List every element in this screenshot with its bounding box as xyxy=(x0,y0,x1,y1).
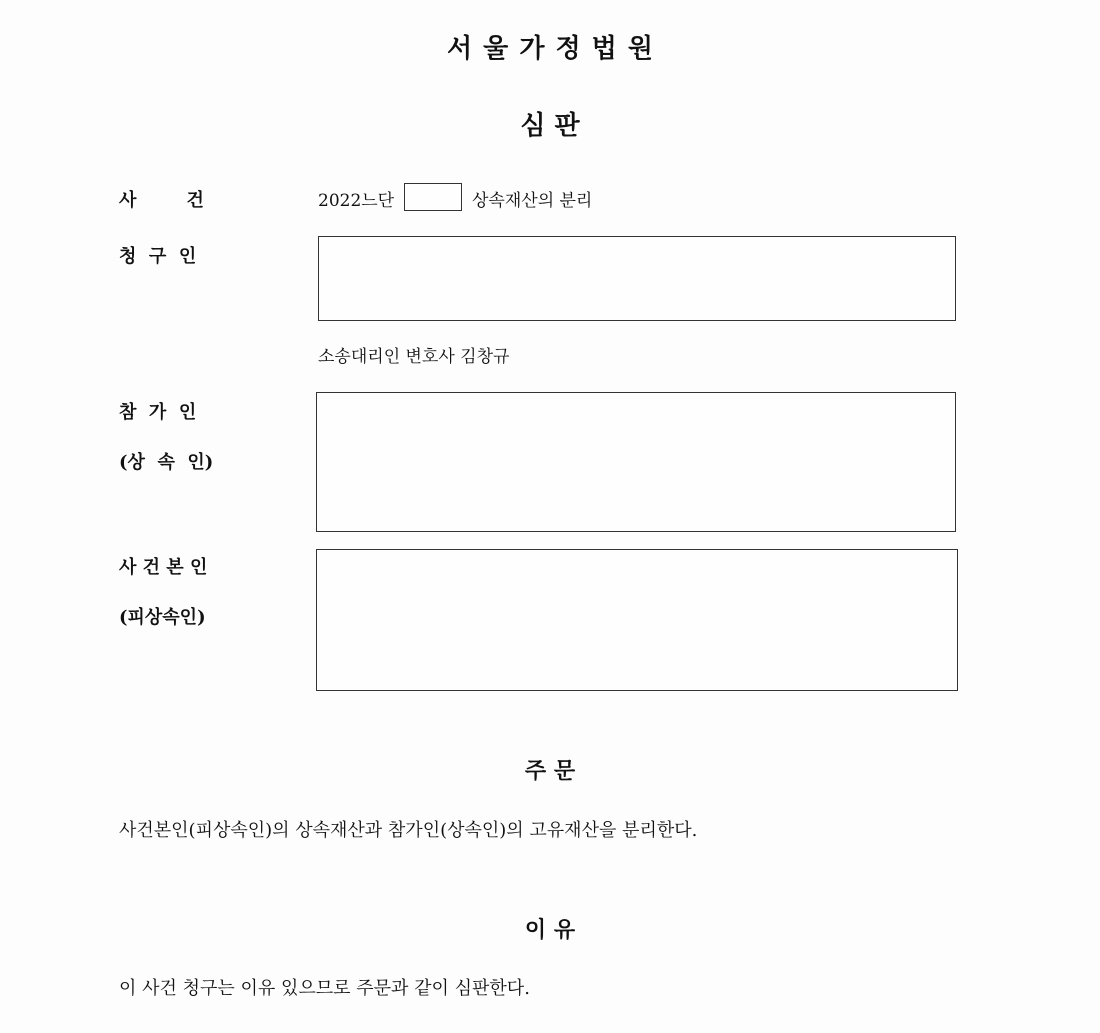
participant-sublabel: (상 속 인) xyxy=(119,452,214,473)
participant-label: 참 가 인 xyxy=(119,402,197,423)
case-name: 상속재산의 분리 xyxy=(472,191,593,211)
reason-heading: 이 유 xyxy=(524,918,576,943)
redacted-petitioner-box xyxy=(318,236,956,321)
order-text: 사건본인(피상속인)의 상속재산과 참가인(상속인)의 고유재산을 분리한다. xyxy=(119,820,698,841)
document-title: 심 판 xyxy=(520,111,580,141)
petitioner-agent: 소송대리인 변호사 김창규 xyxy=(318,347,510,367)
principal-label: 사 건 본 인 xyxy=(119,557,208,578)
redacted-principal-box xyxy=(316,549,958,691)
court-name: 서 울 가 정 법 원 xyxy=(447,34,653,64)
redacted-case-number xyxy=(404,183,462,211)
order-heading: 주 문 xyxy=(524,759,576,784)
petitioner-label: 청 구 인 xyxy=(119,246,197,267)
reason-text: 이 사건 청구는 이유 있으므로 주문과 같이 심판한다. xyxy=(119,978,530,999)
case-label: 사 건 xyxy=(119,190,204,211)
redacted-participant-box xyxy=(316,392,956,532)
case-number-prefix: 2022느단 xyxy=(318,191,395,211)
principal-sublabel: (피상속인) xyxy=(119,607,206,628)
